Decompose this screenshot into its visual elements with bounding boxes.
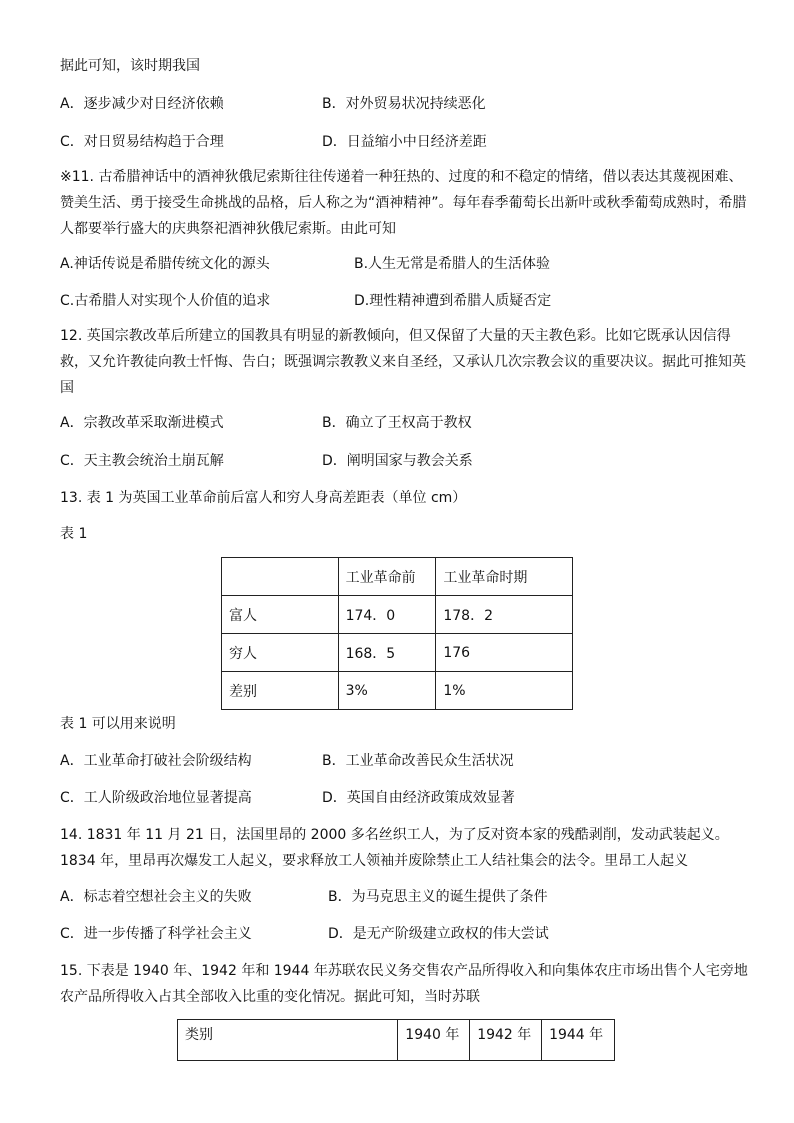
q11-stem: ※11. 古希腊神话中的酒神狄俄尼索斯往往传递着一种狂热的、过度的和不稳定的情绪，借以表达其蔑视困难、赞美生活、勇于接受生命挑战的品格，后人称之为“酒神精神”。每年春季葡萄长出新叶或秋季葡萄成熟时，希腊人都要举行盛大的庆典祭祀酒神狄俄尼索斯。由此可知: [60, 169, 747, 237]
table-cell: 168．5: [338, 634, 436, 672]
table-row: [222, 672, 573, 710]
q12-option-d: D．阐明国家与教会关系: [322, 453, 473, 469]
table-2: [177, 1019, 615, 1061]
table-2-header-cell: 1944 年: [542, 1020, 615, 1061]
table-cell: 176: [436, 634, 573, 672]
q12-option-c: C．天主教会统治土崩瓦解: [60, 453, 224, 469]
table-1-header-row: [222, 558, 573, 596]
q14-stem: 14. 1831 年 11 月 21 日，法国里昂的 2000 多名丝织工人，为了反对资本家的残酷剥削，发动武装起义。1834 年，里昂再次爆发工人起义，要求释放工人领袖并废除禁止工人结社集会的法令。里昂工人起义: [60, 827, 729, 869]
q11-option-b: B.人生无常是希腊人的生活体验: [354, 256, 551, 272]
table-cell: 178．2: [436, 596, 573, 634]
q12-option-b: B．确立了王权高于教权: [322, 415, 472, 431]
q13-option-b: B．工业革命改善民众生活状况: [322, 753, 514, 769]
q10-option-b: B．对外贸易状况持续恶化: [322, 96, 486, 112]
table-2-header-cell: 1942 年: [470, 1020, 542, 1061]
q11-option-a: A.神话传说是希腊传统文化的源头: [60, 256, 270, 272]
table-row: [222, 596, 573, 634]
q14-option-c: C．进一步传播了科学社会主义: [60, 926, 252, 942]
q15-stem: 15. 下表是 1940 年、1942 年和 1944 年苏联农民义务交售农产品所得收入和向集体农庄市场出售个人宅旁地农产品所得收入占其全部收入比重的变化情况。据此可知，当时苏联: [60, 963, 748, 1005]
q14-option-d: D．是无产阶级建立政权的伟大尝试: [328, 926, 549, 942]
table-row: [222, 634, 573, 672]
table-cell: 差别: [222, 672, 339, 710]
table-1-header-cell: 工业革命前: [338, 558, 436, 596]
q11-option-c: C.古希腊人对实现个人价值的追求: [60, 293, 271, 309]
intro-line: 据此可知，该时期我国: [60, 58, 200, 74]
q11-option-d: D.理性精神遭到希腊人质疑否定: [354, 293, 552, 309]
table-2-header-cell: 类别: [178, 1020, 398, 1061]
table-1-header-cell: [222, 558, 339, 596]
q12-stem: 12. 英国宗教改革后所建立的国教具有明显的新教倾向，但又保留了大量的天主教色彩。比如它既承认因信得救，又允许教徒向教士忏悔、告白；既强调宗教教义来自圣经，又承认几次宗教会议的重要决议。据此可推知英国: [60, 328, 746, 396]
table-1: [221, 557, 573, 710]
q13-option-c: C．工人阶级政治地位显著提高: [60, 790, 252, 806]
table-cell: 3%: [338, 672, 436, 710]
q10-option-a: A．逐步减少对日经济依赖: [60, 96, 224, 112]
table-cell: 穷人: [222, 634, 339, 672]
q10-option-c: C．对日贸易结构趋于合理: [60, 134, 224, 150]
table-cell: 1%: [436, 672, 573, 710]
table-2-header-row: [178, 1020, 615, 1061]
q12-option-a: A．宗教改革采取渐进模式: [60, 415, 224, 431]
table-2-header-cell: 1940 年: [398, 1020, 470, 1061]
table-cell: 富人: [222, 596, 339, 634]
q10-option-d: D．日益缩小中日经济差距: [322, 134, 487, 150]
table-1-caption: 表 1: [60, 526, 88, 542]
q13-option-a: A．工业革命打破社会阶级结构: [60, 753, 252, 769]
q13-stem: 13. 表 1 为英国工业革命前后富人和穷人身高差距表（单位 cm）: [60, 490, 467, 506]
q13-after-text: 表 1 可以用来说明: [60, 716, 176, 732]
q14-option-b: B．为马克思主义的诞生提供了条件: [328, 889, 548, 905]
table-cell: 174．0: [338, 596, 436, 634]
q14-option-a: A．标志着空想社会主义的失败: [60, 889, 252, 905]
table-1-header-cell: 工业革命时期: [436, 558, 573, 596]
q13-option-d: D．英国自由经济政策成效显著: [322, 790, 515, 806]
